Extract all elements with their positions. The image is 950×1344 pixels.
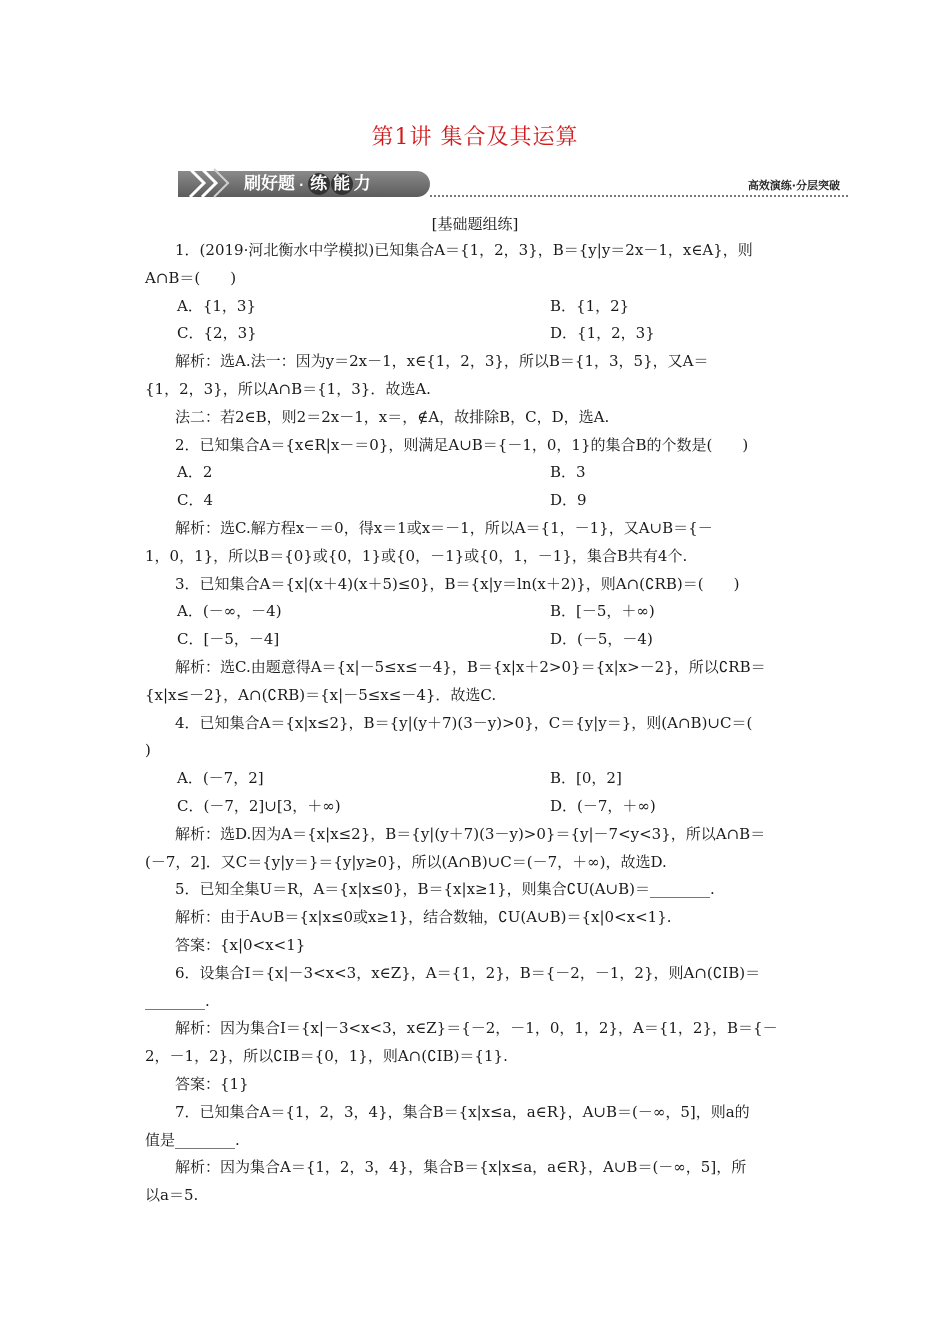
option: D．(－7，＋∞): [550, 796, 656, 815]
option: A．(－∞，－4): [177, 602, 282, 621]
banner-subtitle: 高效演练·分层突破: [747, 179, 840, 192]
option: D．{1，2，3}: [550, 324, 655, 343]
solution-line: {x|x≤－2}，A∩(∁RB)＝{x|－5≤x≤－4}．故选C.: [145, 685, 497, 704]
option: C．[－5，－4]: [177, 630, 280, 649]
solution-line: 解析：因为集合A＝{1，2，3，4}，集合B＝{x|x≤a，a∈R}，A∪B＝(－∞，5]，所: [175, 1158, 747, 1177]
question-line: 5．已知全集U＝R，A＝{x|x≤0}，B＝{x|x≥1}，则集合∁U(A∪B)＝________.: [175, 880, 715, 899]
option: B．3: [550, 463, 586, 482]
option-row: [145, 598, 807, 626]
question-line: 3．已知集合A＝{x|(x＋4)(x＋5)≤0}，B＝{x|y＝ln(x＋2)}，则A∩(∁RB)＝( ): [175, 574, 740, 593]
solution-line: {1，2，3}，所以A∩B＝{1，3}．故选A.: [145, 379, 431, 398]
solution-line: 解析：选C.由题意得A＝{x|－5≤x≤－4}，B＝{x|x＋2>0}＝{x|x>－2}，所以∁RB＝: [175, 657, 766, 676]
question-line: 值是________.: [145, 1130, 240, 1149]
option-row: [145, 487, 807, 515]
option: B．[0，2]: [550, 769, 622, 788]
question-content: [145, 237, 807, 1210]
banner-circled-char: 能: [331, 173, 353, 195]
page-title: 第1讲 集合及其运算: [371, 125, 579, 150]
option-row: [145, 765, 807, 793]
option-row: [145, 626, 807, 654]
solution-line: 2，－1，2}，所以∁IB＝{0，1}，则A∩(∁IB)＝{1}.: [145, 1047, 508, 1066]
option: A．(－7，2]: [177, 769, 264, 788]
section-heading: [基础题组练]: [431, 215, 519, 233]
solution-line: (－7，2]．又C＝{y|y＝}＝{y|y≥0}，所以(A∩B)∪C＝(－7，＋∞)，故选D.: [145, 852, 667, 871]
section-banner: [178, 163, 848, 201]
solution-line: 1，0，1}，所以B＝{0}或{0，1}或{0，－1}或{0，1，－1}，集合B共有4个.: [145, 546, 688, 565]
solution-line: 解析：选C.解方程x－＝0，得x＝1或x＝－1，所以A＝{1，－1}，又A∪B＝{－: [175, 518, 713, 537]
solution-line: 法二：若2∈B，则2＝2x－1，x＝，∉A，故排除B，C，D，选A.: [175, 407, 610, 426]
banner-tail-text: 力: [353, 174, 371, 194]
banner-divider: [430, 195, 848, 197]
question-line: 6．设集合I＝{x|－3<x<3，x∈Z}，A＝{1，2}，B＝{－2，－1，2}，则A∩(∁IB)＝: [175, 963, 761, 982]
option: B．[－5，＋∞): [550, 602, 655, 621]
option: D．9: [550, 491, 587, 510]
solution-line: 解析：选D.因为A＝{x|x≤2}，B＝{y|(y＋7)(3－y)>0}＝{y|－7<y<3}，所以A∩B＝: [175, 824, 766, 843]
question-line: 7．已知集合A＝{1，2，3，4}，集合B＝{x|x≤a，a∈R}，A∪B＝(－∞，5]，则a的: [175, 1102, 750, 1121]
banner-left-text: 刷好题: [244, 174, 295, 194]
solution-line: 解析：选A.法一：因为y＝2x－1，x∈{1，2，3}，所以B＝{1，3，5}，又A＝: [175, 352, 709, 371]
option: B．{1，2}: [550, 296, 630, 315]
banner-dot: ·: [299, 178, 304, 192]
banner-circled-char: 练: [308, 173, 330, 195]
answer-line: 答案：{1}: [175, 1074, 249, 1093]
question-line: ________.: [145, 991, 210, 1010]
solution-line: 以a＝5.: [145, 1186, 199, 1205]
question-line: 1．(2019·河北衡水中学模拟)已知集合A＝{1，2，3}，B＝{y|y＝2x－1，x∈A}，则: [175, 241, 753, 259]
question-line: A∩B＝( ): [145, 268, 237, 287]
option-row: [145, 793, 807, 821]
option: A．{1，3}: [177, 296, 257, 315]
question-line: 4．已知集合A＝{x|x≤2}，B＝{y|(y＋7)(3－y)>0}，C＝{y|y＝}，则(A∩B)∪C＝(: [175, 713, 753, 732]
answer-line: 答案：{x|0<x<1}: [175, 935, 306, 954]
option: A．2: [177, 463, 213, 482]
option-row: [145, 320, 807, 348]
option: D．(－5，－4): [550, 630, 653, 649]
option-row: [145, 293, 807, 321]
solution-line: 解析：由于A∪B＝{x|x≤0或x≥1}，结合数轴，∁U(A∪B)＝{x|0<x<1}.: [175, 908, 672, 927]
solution-line: 解析：因为集合I＝{x|－3<x<3，x∈Z}＝{－2，－1，0，1，2}，A＝{1，2}，B＝{－: [175, 1019, 778, 1038]
option: C．{2，3}: [177, 324, 257, 343]
question-line: 2．已知集合A＝{x∈R|x－＝0}，则满足A∪B＝{－1，0，1}的集合B的个数是( ): [175, 435, 749, 454]
question-line: ): [145, 741, 151, 760]
double-chevron-icon: [184, 165, 234, 201]
option: C．4: [177, 491, 214, 510]
option-row: [145, 459, 807, 487]
banner-title: [244, 172, 371, 197]
option: C．(－7，2]∪[3，＋∞): [177, 796, 341, 815]
